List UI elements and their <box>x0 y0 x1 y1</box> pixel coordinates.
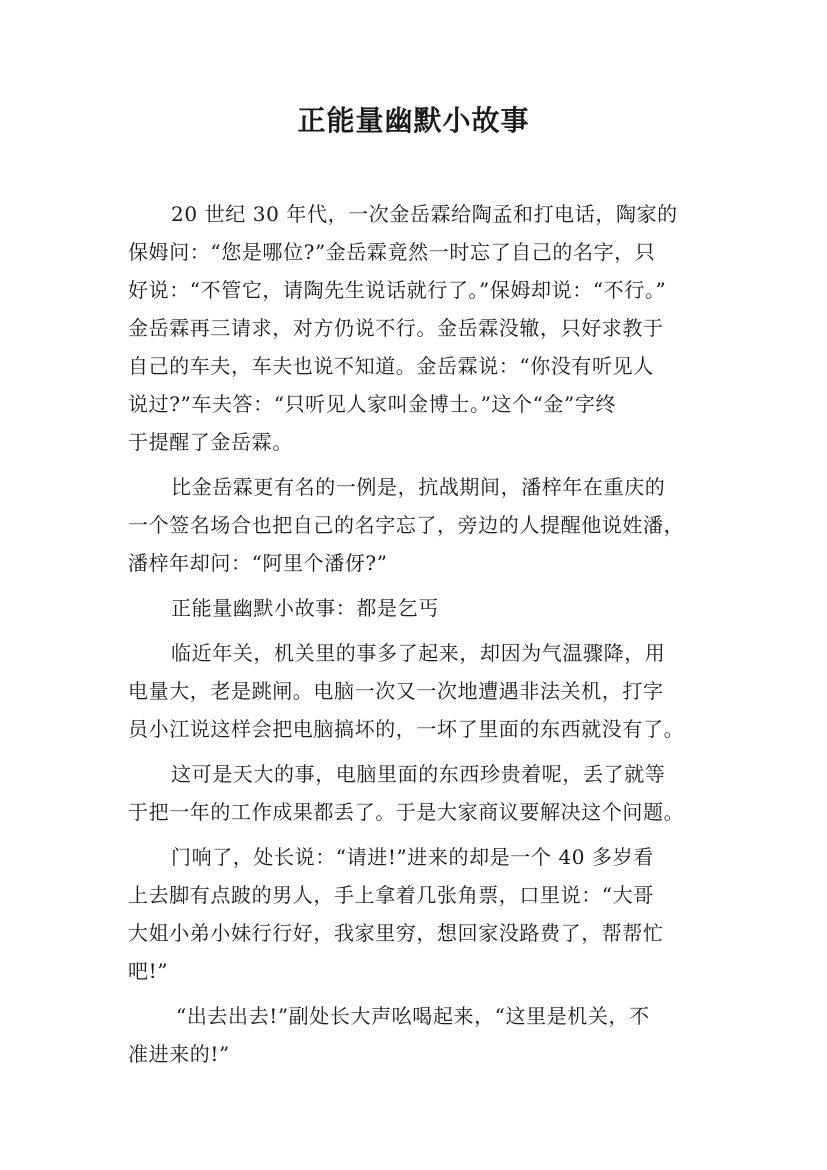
paragraph-line: 门响了，处长说：“请进!”进来的却是一个 40 多岁看 <box>171 845 654 869</box>
paragraph-line: 一个签名场合也把自己的名字忘了，旁边的人提醒他说姓潘， <box>128 513 685 537</box>
paragraph-line: 电量大，老是跳闸。电脑一次又一次地遭遇非法关机，打字 <box>128 679 664 703</box>
paragraph-line: 员小江说这样会把电脑搞坏的，一坏了里面的东西就没有了。 <box>128 717 685 741</box>
paragraph <box>128 838 713 990</box>
paragraph-line: 临近年关，机关里的事多了起来，却因为气温骤降，用 <box>171 641 666 665</box>
paragraph-line: 好说：“不管它，请陶先生说话就行了。”保姆却说：“不行。” <box>128 278 667 302</box>
paragraph-line: 说过?”车夫答：“只听见人家叫金博士。”这个“金”字终 <box>128 392 617 416</box>
paragraph <box>128 195 713 461</box>
paragraph-spacing <box>128 627 713 634</box>
paragraph-line: 保姆问：“您是哪位?”金岳霖竟然一时忘了自己的名字，只 <box>128 240 656 264</box>
paragraph-line: 潘梓年却问：“阿里个潘伢?” <box>128 551 388 575</box>
document-title: 正能量幽默小故事 <box>297 104 530 137</box>
document-body <box>128 195 713 1073</box>
paragraph-line: “出去出去!”副处长大声吆喝起来，“这里是机关，不 <box>176 1004 650 1028</box>
paragraph-line: 大姐小弟小妹行行好，我家里穷，想回家没路费了，帮帮忙 <box>128 921 664 945</box>
paragraph-spacing <box>128 748 713 755</box>
paragraph-line: 比金岳霖更有名的一例是，抗战期间，潘梓年在重庆的 <box>171 475 666 499</box>
paragraph-line: 吧!” <box>128 959 169 983</box>
paragraph <box>128 589 713 627</box>
paragraph-line: 于把一年的工作成果都丢了。于是大家商议要解决这个问题。 <box>128 800 685 824</box>
paragraph-line: 准进来的!” <box>128 1042 230 1066</box>
paragraph-line: 20 世纪 30 年代，一次金岳霖给陶孟和打电话，陶家的 <box>171 202 678 226</box>
paragraph-spacing <box>128 831 713 838</box>
paragraph <box>128 634 713 748</box>
paragraph-line: 自己的车夫，车夫也说不知道。金岳霖说：“你没有听见人 <box>128 354 654 378</box>
paragraph <box>128 755 713 831</box>
paragraph-line: 这可是天大的事，电脑里面的东西珍贵着呢，丢了就等 <box>171 762 666 786</box>
paragraph-line: 于提醒了金岳霖。 <box>128 430 293 454</box>
paragraph-spacing <box>128 990 713 997</box>
paragraph-spacing <box>128 582 713 589</box>
paragraph-line: 上去脚有点跛的男人，手上拿着几张角票，口里说：“大哥 <box>128 883 654 907</box>
paragraph <box>128 997 713 1073</box>
paragraph <box>128 468 713 582</box>
paragraph-line: 金岳霖再三请求，对方仍说不行。金岳霖没辙，只好求教于 <box>128 316 664 340</box>
paragraph-line: 正能量幽默小故事：都是乞丐 <box>171 596 439 620</box>
paragraph-spacing <box>128 461 713 468</box>
